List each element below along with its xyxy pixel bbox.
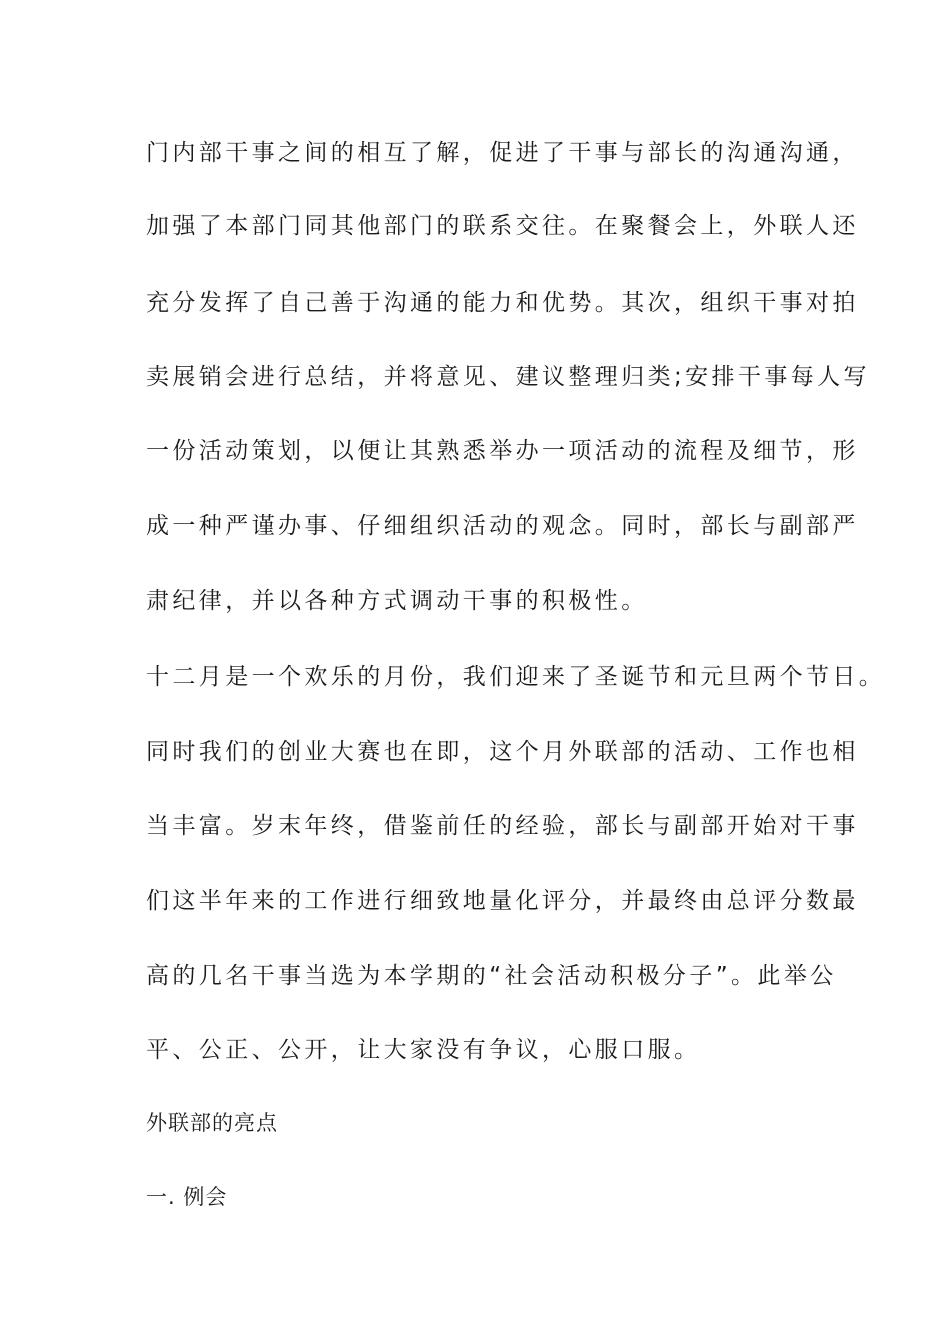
paragraph-line: 门内部干事之间的相互了解，促进了干事与部长的沟通沟通， bbox=[146, 140, 859, 166]
paragraph-line: 高的几名干事当选为本学期的“社会活动积极分子”。此举公 bbox=[146, 963, 837, 989]
paragraph-line: 同时我们的创业大赛也在即，这个月外联部的活动、工作也相 bbox=[146, 739, 859, 765]
paragraph-line: 肃纪律，并以各种方式调动干事的积极性。 bbox=[146, 588, 648, 614]
paragraph-line: 成一种严谨办事、仔细组织活动的观念。同时，部长与副部严 bbox=[146, 513, 859, 539]
paragraph-line: 当丰富。岁末年终，借鉴前任的经验，部长与副部开始对干事 bbox=[146, 813, 859, 839]
paragraph-line: 们这半年来的工作进行细致地量化评分，并最终由总评分数最 bbox=[146, 888, 859, 914]
paragraph-line: 十二月是一个欢乐的月份，我们迎来了圣诞节和元旦两个节日。 bbox=[146, 664, 886, 690]
paragraph-line: 卖展销会进行总结，并将意见、建议整理归类;安排干事每人写 bbox=[146, 364, 870, 390]
subsection-heading: 一. 例会 bbox=[146, 1185, 228, 1209]
paragraph-line: 加强了本部门同其他部门的联系交往。在聚餐会上，外联人还 bbox=[146, 213, 859, 239]
section-heading: 外联部的亮点 bbox=[146, 1111, 278, 1135]
paragraph-line: 充分发挥了自己善于沟通的能力和优势。其次，组织干事对拍 bbox=[146, 290, 859, 316]
paragraph-line: 平、公正、公开，让大家没有争议，心服口服。 bbox=[146, 1037, 701, 1063]
paragraph-line: 一份活动策划，以便让其熟悉举办一项活动的流程及细节，形 bbox=[146, 438, 859, 464]
